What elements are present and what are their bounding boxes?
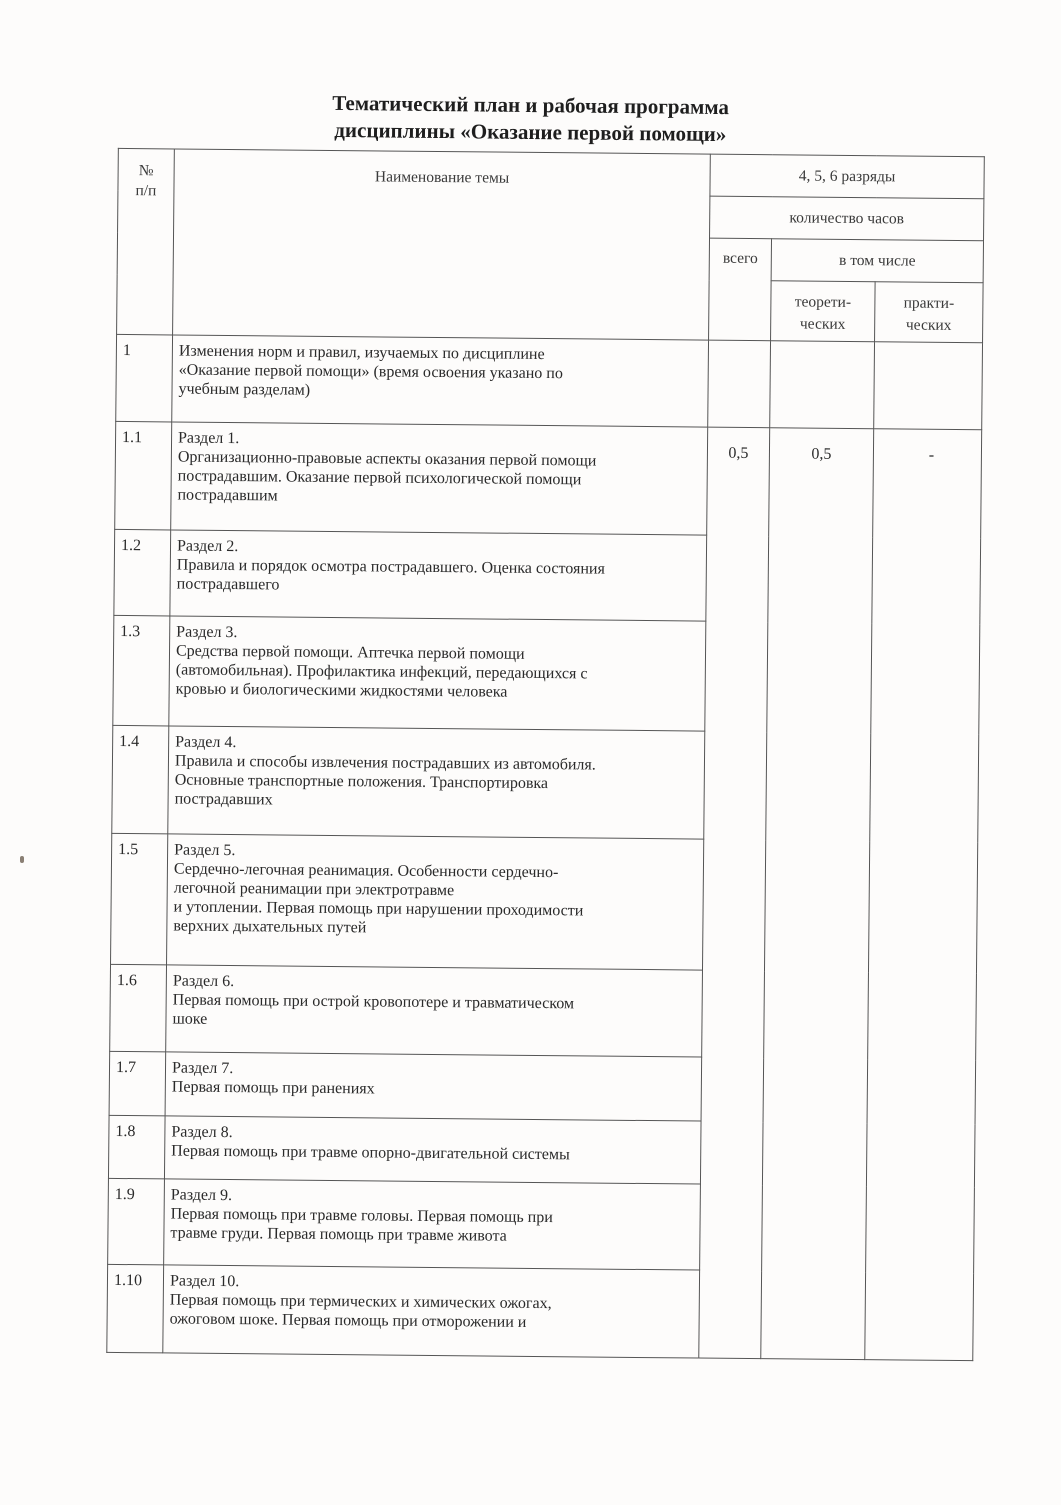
row-number: 1.1: [115, 421, 172, 530]
row-number: 1: [116, 334, 173, 422]
section-title: Раздел 6.: [172, 972, 235, 991]
section-title: Раздел 1.: [177, 429, 240, 448]
section-title: Раздел 9.: [170, 1186, 233, 1205]
row-topic: [170, 530, 707, 621]
thematic-plan-table: [106, 148, 985, 1361]
row-topic: [164, 1179, 701, 1270]
row-topic: [171, 422, 708, 535]
topic-line: пострадавших: [174, 790, 273, 809]
row-number: 1.5: [111, 833, 168, 965]
section-title: Раздел 4.: [175, 733, 237, 752]
row-number: 1.2: [114, 529, 171, 616]
row-number: 1.7: [109, 1051, 166, 1116]
topic-line: Первая помощь при травме головы. Первая помощь при: [170, 1205, 553, 1227]
topic-line: Организационно-правовые аспекты оказания первой помощи: [177, 448, 597, 470]
theory-hours: 0,5: [761, 428, 874, 1360]
table-row: [115, 421, 982, 537]
header-number-abbr: п/п: [135, 182, 157, 200]
topic-line: (автомобильная). Профилактика инфекций, передающихся с: [175, 661, 588, 683]
topic-line: верхних дыхательных путей: [173, 917, 367, 937]
header-number: [117, 148, 175, 335]
topic-line: легочной реанимации при электротравме: [173, 879, 455, 900]
topic-line: Правила и способы извлечения пострадавших из автомобиля.: [174, 752, 596, 774]
header-practice-bottom: ческих: [905, 316, 952, 334]
row-number: 1.10: [107, 1264, 164, 1353]
topic-line: кровью и биологическими жидкостями человека: [175, 680, 508, 701]
row-topic: [172, 335, 709, 427]
section-title: Раздел 2.: [176, 537, 239, 556]
header-hours: количество часов: [710, 196, 984, 241]
section-title: Раздел 5.: [174, 841, 236, 860]
topic-line: пострадавшим: [177, 486, 278, 505]
topic-line: травме груди. Первая помощь при травме живота: [170, 1224, 507, 1245]
header-total: всего: [709, 238, 772, 341]
title-line-1: Тематический план и рабочая программа: [332, 90, 730, 120]
topic-line: учебным разделам): [178, 380, 311, 399]
topic-line: и утоплении. Первая помощь при нарушении проходимости: [173, 898, 584, 920]
row-topic: [163, 1265, 700, 1358]
header-theory: [771, 281, 876, 342]
header-practice: [875, 282, 984, 343]
row-number: 1.8: [108, 1115, 165, 1179]
topic-line: Изменения норм и правил, изучаемых по дисциплине: [178, 342, 545, 364]
topic-line: Первая помощь при острой кровопотере и травматическом: [172, 991, 575, 1013]
topic-line: Первая помощь при термических и химических ожогах,: [169, 1291, 552, 1313]
header-including: в том числе: [771, 239, 983, 283]
section-title: Раздел 8.: [171, 1123, 233, 1142]
row-topic: [168, 726, 705, 839]
row-number: 1.4: [112, 725, 169, 834]
header-grades: 4, 5, 6 разряды: [710, 154, 984, 199]
row-total-blank: [708, 340, 771, 428]
row-topic: [169, 616, 706, 731]
topic-line: шоке: [172, 1010, 208, 1028]
practice-hours: -: [865, 429, 982, 1361]
topic-line: Сердечно-легочная реанимация. Особенности сердечно-: [173, 860, 559, 882]
section-title: Раздел 7.: [171, 1059, 234, 1078]
topic-line: «Оказание первой помощи» (время освоения указано по: [178, 361, 563, 383]
header-theory-bottom: ческих: [799, 315, 846, 333]
scan-speck: [20, 856, 24, 863]
table-row: [116, 334, 983, 429]
title-line-2: дисциплины «Оказание первой помощи»: [334, 117, 727, 147]
header-practice-top: практи-: [903, 294, 955, 312]
total-hours: 0,5: [699, 427, 770, 1359]
row-topic: [166, 965, 703, 1057]
topic-line: Первая помощь при ранениях: [171, 1078, 375, 1098]
topic-line: Средства первой помощи. Аптечка первой помощи: [175, 642, 525, 663]
row-number: 1.3: [113, 615, 170, 726]
row-theory-blank: [770, 341, 875, 429]
row-number: 1.9: [108, 1178, 165, 1265]
section-title: Раздел 10.: [169, 1272, 240, 1291]
topic-line: Правила и порядок осмотра пострадавшего. Оценка состояния: [176, 556, 605, 578]
topic-line: Первая помощь при травме опорно-двигательной системы: [171, 1142, 570, 1164]
row-number: 1.6: [110, 964, 167, 1052]
topic-line: Основные транспортные положения. Транспортировка: [174, 771, 549, 793]
row-topic: [167, 834, 704, 970]
header-topic: Наименование темы: [173, 149, 711, 340]
topic-line: ожоговом шоке. Первая помощь при отморожении и: [169, 1310, 527, 1331]
header-number-sign: №: [138, 162, 154, 180]
row-topic: [164, 1116, 701, 1184]
section-title: Раздел 3.: [176, 623, 238, 642]
row-topic: [165, 1052, 702, 1121]
topic-line: пострадавшим. Оказание первой психологической помощи: [177, 467, 582, 489]
topic-line: пострадавшего: [176, 575, 280, 594]
row-practice-blank: [874, 342, 983, 430]
header-theory-top: теорети-: [794, 293, 852, 311]
